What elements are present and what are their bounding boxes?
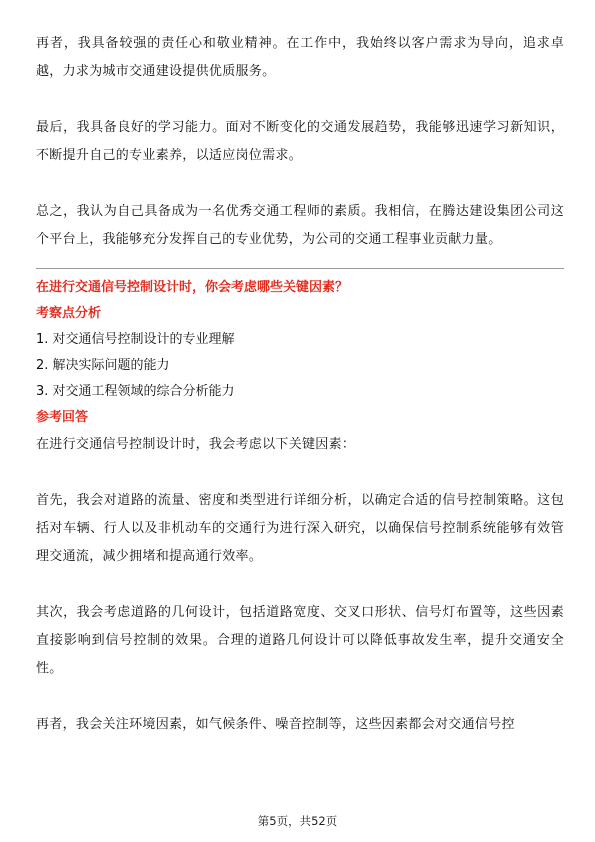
answer-intro: 在进行交通信号控制设计时，我会考虑以下关键因素： <box>36 437 356 452</box>
analysis-item: 2. 解决实际问题的能力 <box>36 358 170 373</box>
answer-paragraph-second: 其次，我会考虑道路的几何设计，包括道路宽度、交叉口形状、信号灯布置等，这些因素直接影响到信号控制的效果。合理的道路几何设计可以降低事故发生率，提升交通安全性。 <box>36 605 564 676</box>
paragraph-responsibility: 再者，我具备较强的责任心和敬业精神。在工作中，我始终以客户需求为导向，追求卓越，力求为城市交通建设提供优质服务。 <box>36 36 564 79</box>
analysis-item: 1. 对交通信号控制设计的专业理解 <box>36 332 235 347</box>
paragraph-learning: 最后，我具备良好的学习能力。面对不断变化的交通发展趋势，我能够迅速学习新知识，不断提升自己的专业素养，以适应岗位需求。 <box>36 120 564 163</box>
answer-paragraph-first: 首先，我会对道路的流量、密度和类型进行详细分析，以确定合适的信号控制策略。这包括对车辆、行人以及非机动车的交通行为进行深入研究，以确保信号控制系统能够有效管理交通流，减少拥堵和提高通行效率。 <box>36 493 564 564</box>
interview-question: 在进行交通信号控制设计时，你会考虑哪些关键因素？ <box>36 280 349 295</box>
page-content <box>36 30 564 739</box>
section-divider <box>36 268 564 269</box>
answer-paragraph-third: 再者，我会关注环境因素，如气候条件、噪音控制等，这些因素都会对交通信号控 <box>36 717 515 732</box>
answer-heading: 参考回答 <box>36 410 89 425</box>
analysis-heading: 考察点分析 <box>36 306 102 321</box>
paragraph-conclusion: 总之，我认为自己具备成为一名优秀交通工程师的素质。我相信，在腾达建设集团公司这个平台上，我能够充分发挥自己的专业优势，为公司的交通工程事业贡献力量。 <box>36 204 564 247</box>
analysis-item: 3. 对交通工程领域的综合分析能力 <box>36 384 235 399</box>
page-number: 第5页，共52页 <box>257 814 338 828</box>
